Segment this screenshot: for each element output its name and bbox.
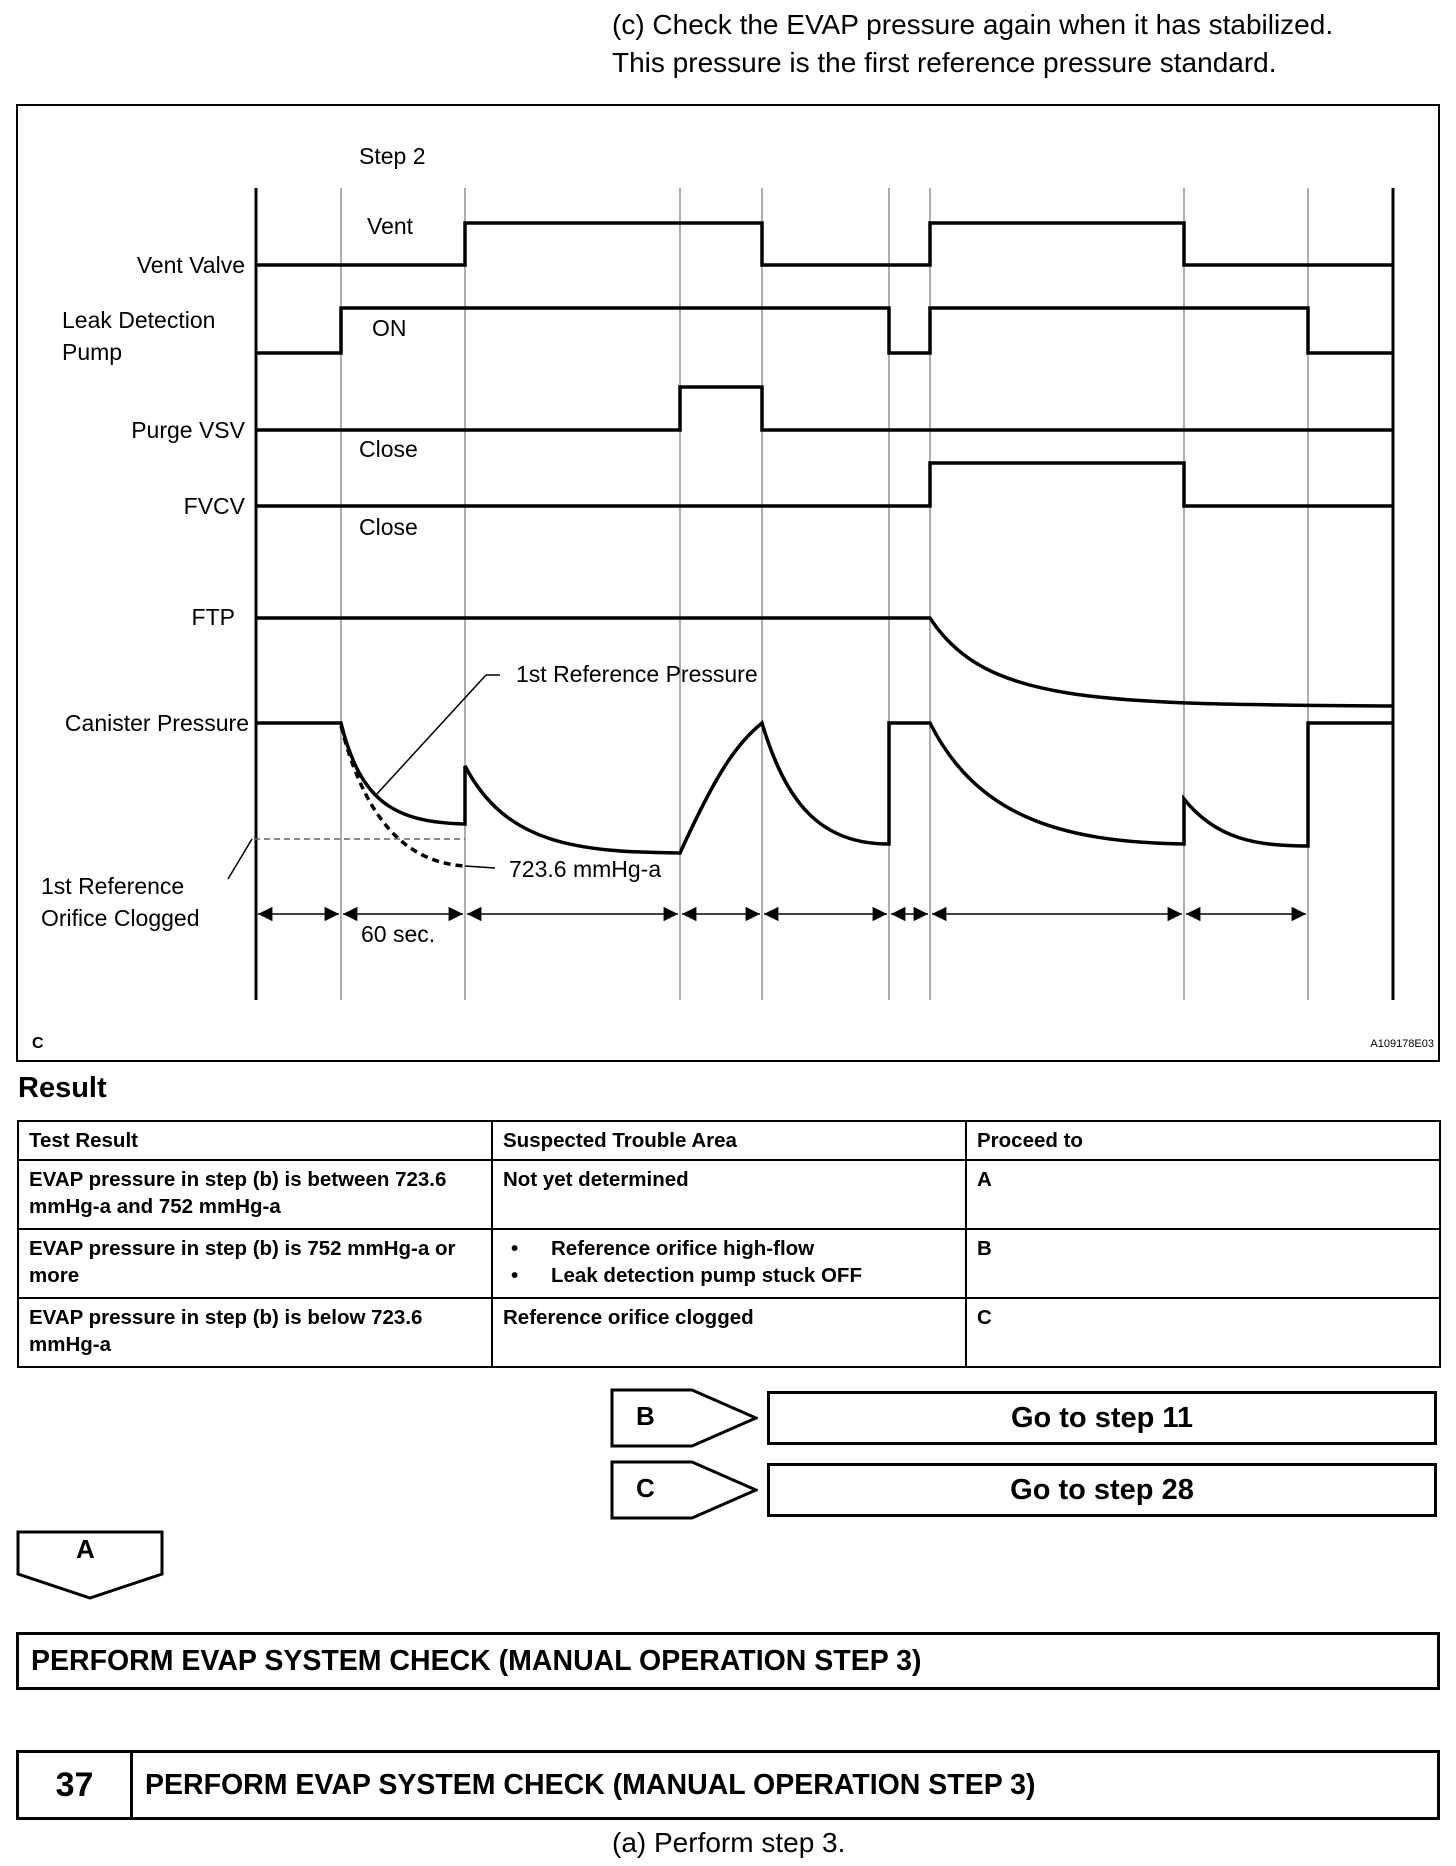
trouble-list (503, 1235, 955, 1289)
test-result-cell: EVAP pressure in step (b) is between 723.6 mmHg-a and 752 mmHg-a (18, 1160, 492, 1229)
ref-pressure-leader (375, 675, 486, 796)
step-label: Step 2 (359, 143, 426, 169)
instruction-text: (a) Perform step 3. (612, 1827, 846, 1858)
table-row (18, 1160, 1440, 1229)
clogged-orifice-curve (341, 726, 465, 866)
trouble-area-cell (492, 1229, 966, 1298)
first-reference-pressure-label: 1st Reference Pressure (516, 661, 758, 687)
purge-close-label: Close (359, 436, 418, 462)
time-gridlines (256, 188, 1308, 1000)
canister-pressure-label: Canister Pressure (64, 710, 249, 736)
trouble-area-cell: Not yet determined (492, 1160, 966, 1229)
leak-pump-waveform (256, 308, 1393, 353)
orifice-clogged-label-2: Orifice Clogged (41, 905, 200, 931)
corner-letter: C (32, 1035, 44, 1052)
intro-line-2: This pressure is the first reference pressure standard. (612, 47, 1277, 78)
proceed-cell: B (966, 1229, 1440, 1298)
vent-valve-waveform (256, 223, 1393, 265)
ftp-waveform (256, 618, 1393, 706)
a-flag-label: A (76, 1534, 95, 1564)
table-header-row (18, 1121, 1440, 1160)
clogged-leader (228, 839, 252, 879)
proceed-cell: A (966, 1160, 1440, 1229)
b-flag-label: B (636, 1401, 655, 1431)
intro-line-1: (c) Check the EVAP pressure again when it has stabilized. (612, 9, 1334, 40)
leak-pump-label-2: Pump (62, 339, 123, 365)
figure-id: A109178E03 (1370, 1038, 1434, 1050)
fvcv-waveform (256, 463, 1393, 506)
trouble-list-item: • Leak detection pump stuck OFF (511, 1262, 955, 1289)
column-header: Suspected Trouble Area (492, 1121, 966, 1160)
pressure-value-label: 723.6 mmHg-a (509, 856, 662, 882)
leak-pump-label-1: Leak Detection (62, 307, 216, 333)
canister-pressure-waveform (256, 723, 1393, 853)
value-leader (465, 866, 495, 868)
table-row (18, 1229, 1440, 1298)
diagram-frame (17, 105, 1439, 1061)
b-arrow-flag[interactable] (610, 1388, 758, 1448)
result-heading: Result (18, 1072, 107, 1104)
fvcv-label: FVCV (183, 493, 245, 519)
step-title: PERFORM EVAP SYSTEM CHECK (MANUAL OPERATION STEP 3) (145, 1768, 1036, 1801)
vent-state-label: Vent (367, 213, 414, 239)
c-arrow-flag[interactable] (610, 1460, 758, 1520)
test-result-cell: EVAP pressure in step (b) is below 723.6 mmHg-a (18, 1298, 492, 1367)
ftp-label: FTP (191, 604, 235, 630)
fvcv-close-label: Close (359, 514, 418, 540)
test-result-cell: EVAP pressure in step (b) is 752 mmHg-a or more (18, 1229, 492, 1298)
column-header: Test Result (18, 1121, 492, 1160)
c-flag-label: C (636, 1473, 655, 1503)
vent-valve-label: Vent Valve (136, 252, 245, 278)
step-header (16, 1750, 1440, 1820)
purge-vsv-waveform (256, 387, 1393, 430)
go-to-step-11-button[interactable]: Go to step 11 (767, 1391, 1437, 1445)
timing-diagram (16, 104, 1440, 1062)
step-number: 37 (19, 1753, 133, 1817)
trouble-area-cell: Reference orifice clogged (492, 1298, 966, 1367)
on-state-label: ON (372, 315, 407, 341)
result-table (17, 1120, 1441, 1368)
purge-vsv-label: Purge VSV (131, 417, 245, 443)
duration-label: 60 sec. (361, 921, 436, 947)
next-step-banner: PERFORM EVAP SYSTEM CHECK (MANUAL OPERATION STEP 3) (16, 1632, 1440, 1690)
go-to-step-28-button[interactable]: Go to step 28 (767, 1463, 1437, 1517)
table-row (18, 1298, 1440, 1367)
orifice-clogged-label-1: 1st Reference (41, 873, 185, 899)
trouble-list-item: • Reference orifice high-flow (511, 1235, 955, 1262)
proceed-cell: C (966, 1298, 1440, 1367)
column-header: Proceed to (966, 1121, 1440, 1160)
intro-text (612, 6, 1333, 82)
